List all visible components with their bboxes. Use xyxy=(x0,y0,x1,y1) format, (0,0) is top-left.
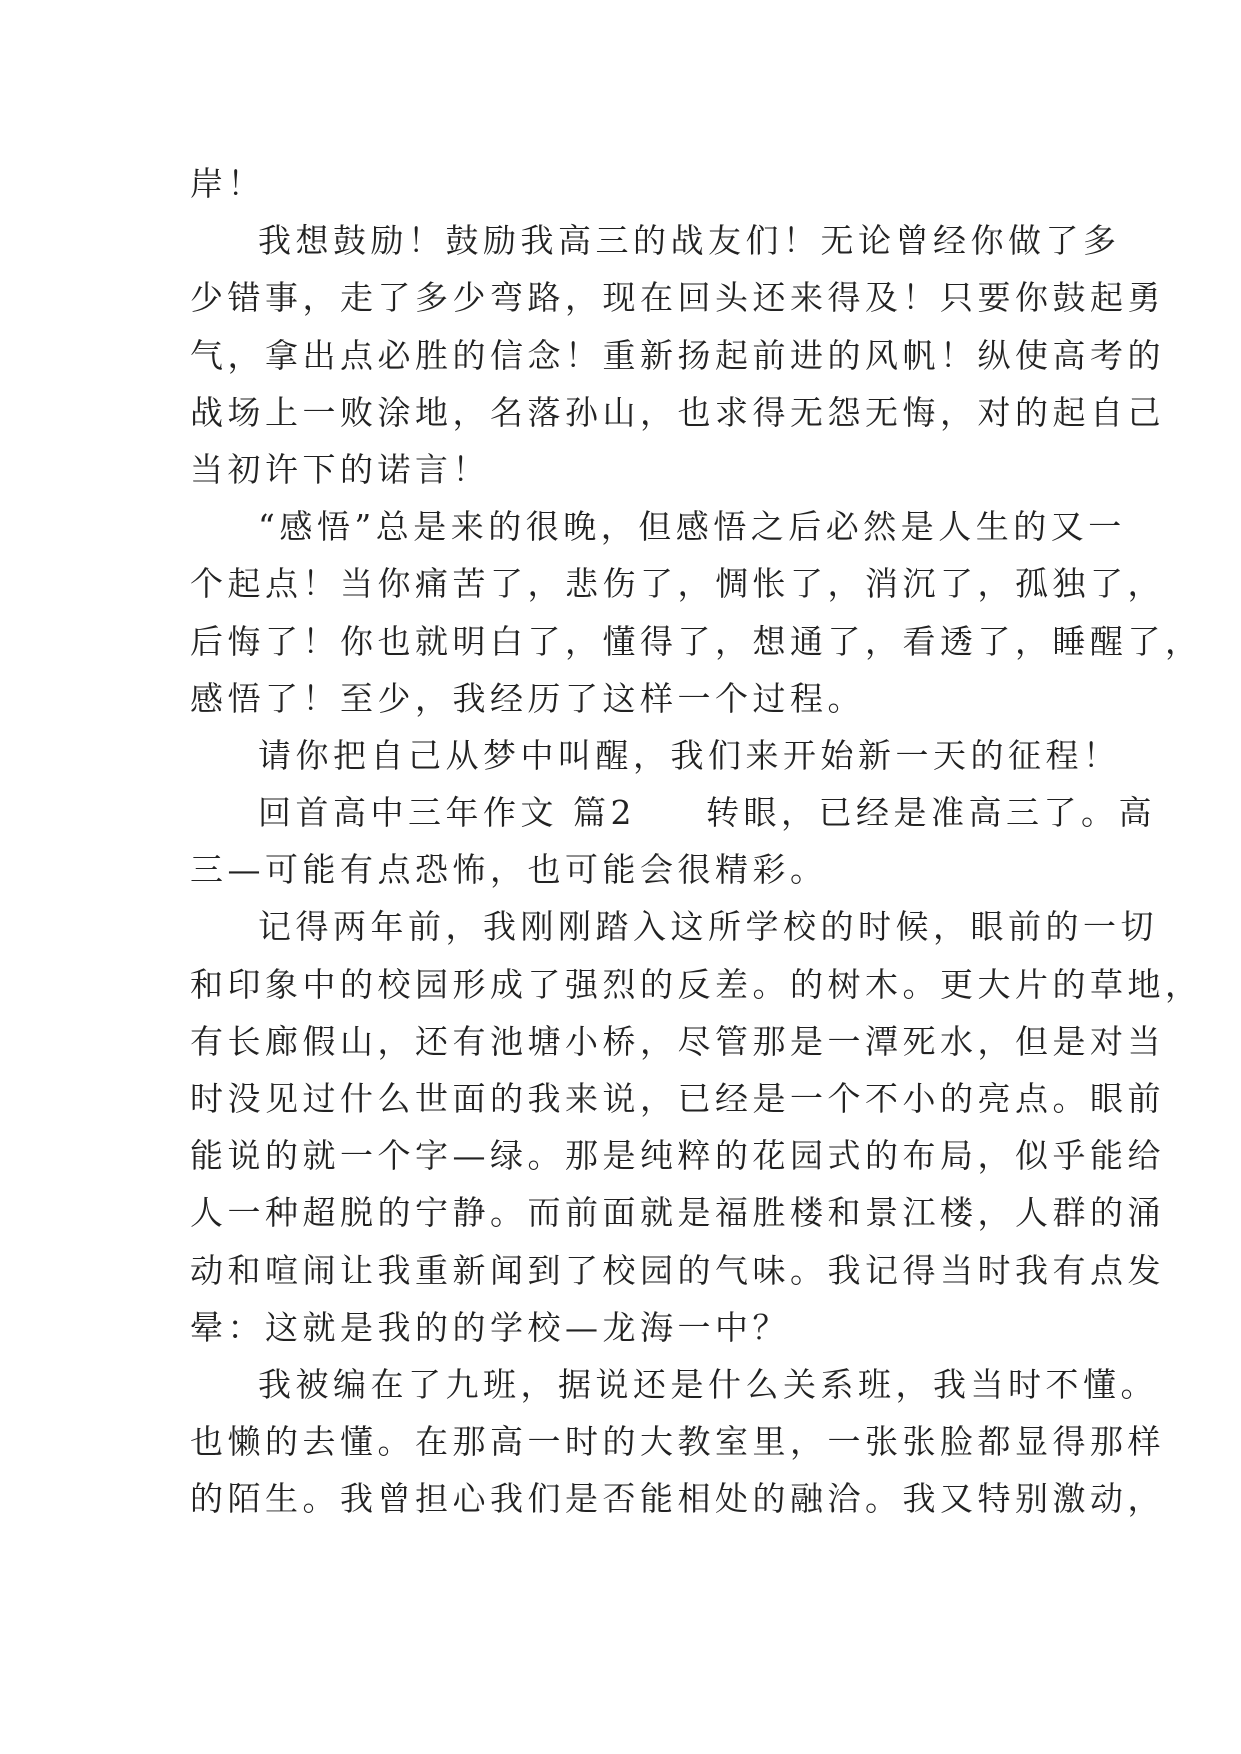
section-heading-line xyxy=(190,784,1156,841)
text-line: 岸！ xyxy=(190,164,265,203)
text-line: 和印象中的校园形成了强烈的反差。的树木。更大片的草地， xyxy=(190,964,1203,1004)
section-opening-text: 转眼，已经是准高三了。高 xyxy=(706,793,1156,833)
text-line: 后悔了！你也就明白了，懂得了，想通了，看透了，睡醒了， xyxy=(190,621,1203,661)
text-line: 感悟了！至少，我经历了这样一个过程。 xyxy=(190,678,865,718)
text-line: 也懒的去懂。在那高一时的大教室里，一张张脸都显得那样 xyxy=(190,1422,1165,1462)
essay-body xyxy=(190,155,1203,1528)
text-line: 记得两年前，我刚刚踏入这所学校的时候，眼前的一切 xyxy=(258,907,1158,947)
text-line: 我想鼓励！鼓励我高三的战友们！无论曾经你做了多 xyxy=(258,221,1121,261)
text-line: 动和喧闹让我重新闻到了校园的气味。我记得当时我有点发 xyxy=(190,1250,1165,1290)
text-line: 人一种超脱的宁静。而前面就是福胜楼和景江楼，人群的涌 xyxy=(190,1193,1165,1233)
text-line: 我被编在了九班，据说还是什么关系班，我当时不懂。 xyxy=(258,1364,1158,1404)
text-line: 三—可能有点恐怖，也可能会很精彩。 xyxy=(190,850,828,890)
text-line: 战场上一败涂地，名落孙山，也求得无怨无悔，对的起自己 xyxy=(190,392,1165,432)
text-line: 能说的就一个字—绿。那是纯粹的花园式的布局，似乎能给 xyxy=(190,1136,1165,1176)
text-line: 当初许下的诺言！ xyxy=(190,449,490,489)
text-line: 时没见过什么世面的我来说，已经是一个不小的亮点。眼前 xyxy=(190,1079,1165,1118)
text-line: 少错事，走了多少弯路，现在回头还来得及！只要你鼓起勇 xyxy=(190,278,1165,318)
text-line: 请你把自己从梦中叫醒，我们来开始新一天的征程！ xyxy=(258,735,1121,775)
text-line: 有长廊假山，还有池塘小桥，尽管那是一潭死水，但是对当 xyxy=(190,1021,1165,1061)
text-line: 个起点！当你痛苦了，悲伤了，惆怅了，消沉了，孤独了， xyxy=(190,564,1165,604)
text-line: 气，拿出点必胜的信念！重新扬起前进的风帆！纵使高考的 xyxy=(190,335,1165,375)
text-line: “感悟”总是来的很晚，但感悟之后必然是人生的又一 xyxy=(258,507,1126,547)
section-heading: 回首高中三年作文 篇2 xyxy=(258,793,636,833)
text-line: 晕：这就是我的的学校—龙海一中？ xyxy=(190,1307,790,1347)
text-line: 的陌生。我曾担心我们是否能相处的融洽。我又特别激动， xyxy=(190,1479,1165,1519)
